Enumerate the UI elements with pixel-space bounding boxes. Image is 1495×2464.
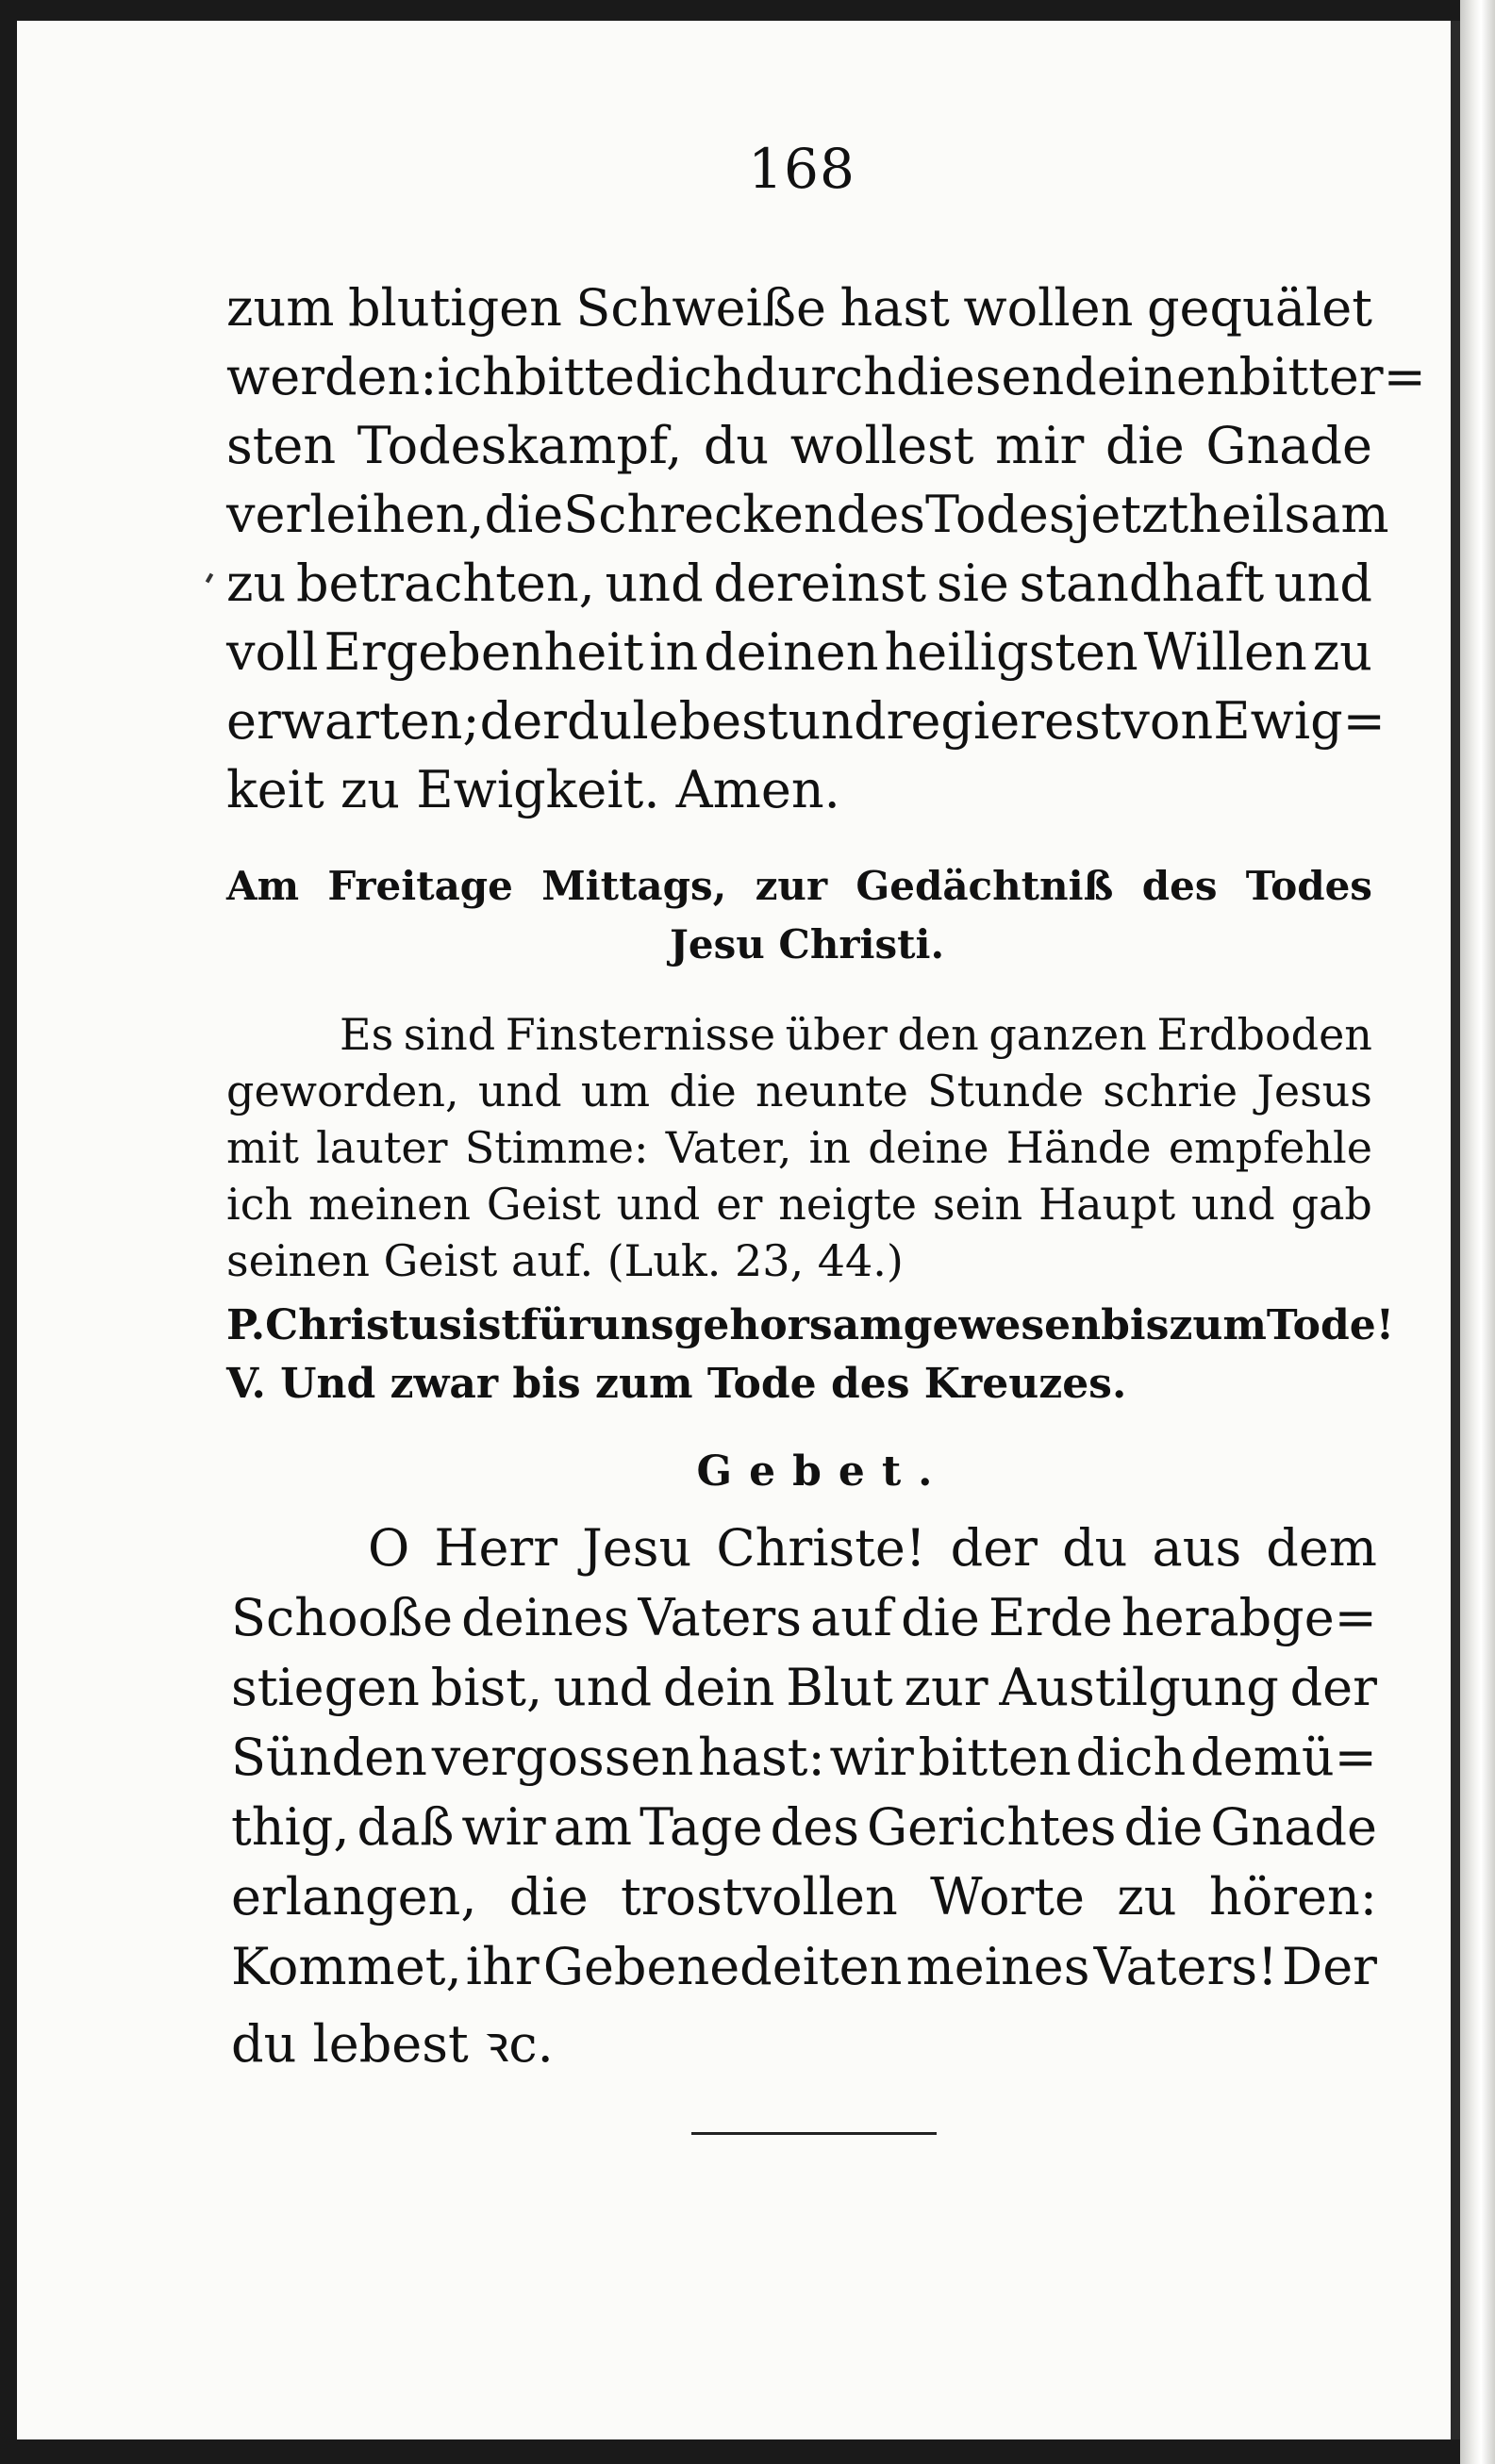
versicle-response — [226, 1301, 1395, 1418]
gospel-passage — [226, 1009, 1372, 1292]
section-heading — [226, 863, 1372, 980]
text-line: zu betrachten, und dereinst sie standhaft und — [226, 554, 1372, 613]
text-line: zum blutigen Schweiße hast wollen gequälet — [226, 278, 1372, 338]
heading-line: Am Freitage Mittags, zur Gedächtniß des Todes — [226, 863, 1372, 909]
text-line: erlangen, die trostvollen Worte zu hören: — [231, 1867, 1377, 1927]
text-line: keit zu Ewigkeit. Amen. — [226, 760, 840, 819]
text-line: ich meinen Geist und er neigte sein Haupt und gab — [226, 1179, 1372, 1230]
text-line: voll Ergebenheit in deinen heiligsten Willen zu — [226, 622, 1372, 682]
prayer-title: Gebet. — [696, 1447, 950, 1496]
text-line: geworden, und um die neunte Stunde schrie Jesus — [226, 1066, 1372, 1116]
text-line: Schooße deines Vaters auf die Erde herabge= — [231, 1588, 1377, 1647]
text-line: O Herr Jesu Christe! der du aus dem — [368, 1518, 1377, 1578]
paragraph-prayer-ending — [226, 278, 1426, 829]
adjacent-page-edge — [1460, 0, 1495, 2464]
text-line: sten Todeskampf, du wollest mir die Gnade — [226, 416, 1372, 475]
page-gutter-shadow — [1451, 21, 1460, 2439]
page-number: 168 — [748, 137, 855, 201]
prayer-paragraph — [231, 1518, 1377, 2076]
text-line: mit lauter Stimme: Vater, in deine Hände empfehle — [226, 1122, 1372, 1173]
heading-line: Jesu Christi. — [670, 921, 945, 967]
text-line: stiegen bist, und dein Blut zur Austilgung der — [231, 1658, 1377, 1717]
text-line: Es sind Finsternisse über den ganzen Erdboden — [340, 1009, 1372, 1060]
text-line: du lebest ꝛc. — [231, 2014, 554, 2074]
response-line: V. Und zwar bis zum Tode des Kreuzes. — [226, 1360, 1127, 1408]
text-line: werden: ich bitte dich durch diesen deinen bitter= — [226, 347, 1426, 406]
text-line: erwarten; der du lebest und regierest von Ewig= — [226, 691, 1386, 751]
text-line: verleihen, die Schrecken des Todes jetzt heilsam — [226, 485, 1389, 544]
versicle-line: P. Christus ist für uns gehorsam gewesen bis zum Tode! — [226, 1301, 1395, 1349]
text-line: Sünden vergossen hast: wir bitten dich demü= — [231, 1728, 1377, 1787]
text-line: thig, daß wir am Tage des Gerichtes die Gnade — [231, 1797, 1377, 1857]
text-line: Kommet, ihr Gebenedeiten meines Vaters! Der — [231, 1937, 1377, 1996]
text-line: seinen Geist auf. (Luk. 23, 44.) — [226, 1235, 904, 1286]
end-rule — [691, 2132, 937, 2135]
